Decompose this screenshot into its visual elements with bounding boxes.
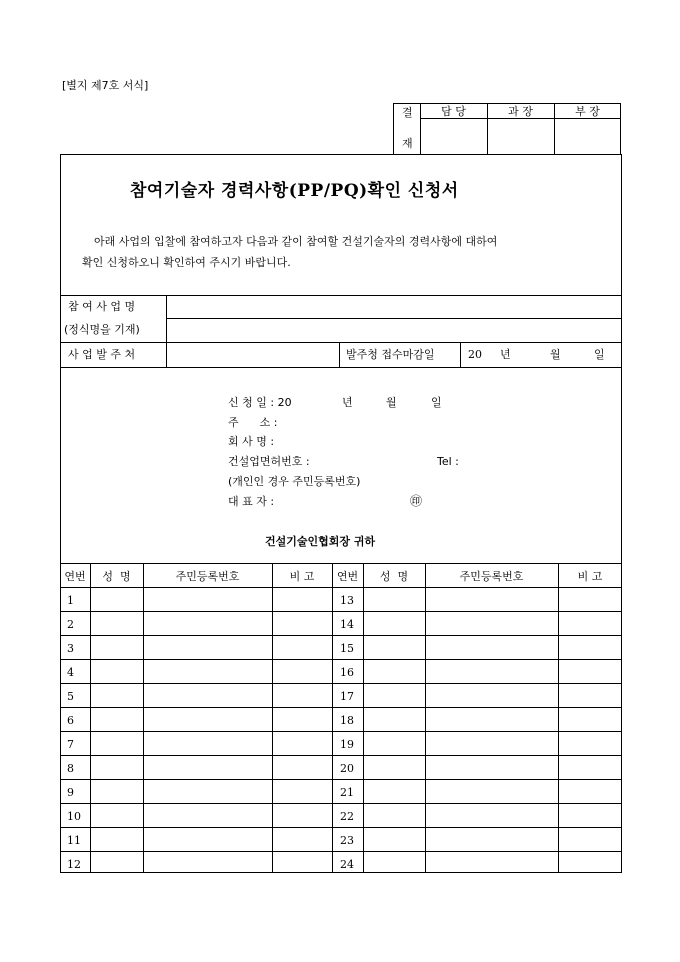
rep-label: 대 표 자 : bbox=[228, 495, 275, 508]
table-row-seq: 22 bbox=[340, 810, 354, 823]
company-label: 회 사 명 : bbox=[228, 435, 275, 448]
table-row-seq: 18 bbox=[340, 714, 354, 727]
individual-label: (개인인 경우 주민등록번호) bbox=[228, 475, 361, 488]
apply-date-month-unit: 월 bbox=[386, 396, 397, 409]
table-row-seq: 2 bbox=[67, 618, 74, 631]
project-name-field-2[interactable] bbox=[167, 319, 621, 341]
approval-header-dept-head: 부 장 bbox=[575, 105, 600, 118]
deadline-year-unit: 년 bbox=[500, 348, 511, 361]
header-seq-left: 연번 bbox=[64, 569, 86, 583]
header-rrn-left: 주민등록번호 bbox=[175, 569, 240, 583]
approval-header-section-chief: 과 장 bbox=[508, 105, 533, 118]
table-row-seq: 3 bbox=[67, 642, 74, 655]
table-row-seq: 19 bbox=[340, 738, 354, 751]
header-name-left: 성 명 bbox=[102, 569, 131, 583]
deadline-day-unit: 일 bbox=[594, 348, 605, 361]
form-code: [별지 제7호 서식] bbox=[62, 79, 149, 92]
approval-header-staff: 담 당 bbox=[441, 105, 466, 118]
table-row-seq: 15 bbox=[340, 642, 354, 655]
deadline-month-unit: 월 bbox=[550, 348, 561, 361]
header-name-right: 성 명 bbox=[379, 569, 409, 583]
license-label: 건설업면허번호 : bbox=[228, 455, 310, 468]
apply-date-year-unit: 년 bbox=[342, 396, 353, 409]
seal-icon: ㊞ bbox=[410, 494, 423, 508]
table-row-seq: 11 bbox=[67, 834, 81, 847]
apply-date-day-unit: 일 bbox=[431, 396, 442, 409]
header-seq-right: 연번 bbox=[336, 569, 359, 583]
header-rrn-right: 주민등록번호 bbox=[459, 569, 524, 583]
intro-line-2: 확인 신청하오니 확인하여 주시기 바랍니다. bbox=[82, 256, 291, 269]
header-note-left: 비 고 bbox=[289, 569, 315, 583]
table-row-seq: 10 bbox=[67, 810, 81, 823]
table-row-seq: 5 bbox=[67, 690, 74, 703]
table-row-seq: 6 bbox=[67, 714, 74, 727]
table-row-seq: 1 bbox=[67, 594, 74, 607]
address-label: 주 소 : bbox=[228, 416, 278, 429]
intro-line-1: 아래 사업의 입찰에 참여하고자 다음과 같이 참여할 건설기술자의 경력사항에 대하여 bbox=[94, 235, 498, 248]
table-row-seq: 17 bbox=[340, 690, 354, 703]
table-row-seq: 7 bbox=[67, 738, 74, 751]
form-title: 참여기술자 경력사항(PP/PQ)확인 신청서 bbox=[130, 181, 459, 201]
header-note-right: 비 고 bbox=[577, 569, 603, 583]
table-row-seq: 23 bbox=[340, 834, 354, 847]
apply-date-label: 신 청 일 : 20 bbox=[228, 396, 292, 409]
table-row-seq: 4 bbox=[67, 666, 74, 679]
recipient: 건설기술인협회장 귀하 bbox=[265, 535, 376, 548]
table-row-seq: 21 bbox=[340, 786, 354, 799]
client-field[interactable] bbox=[167, 343, 338, 366]
approval-label-bottom: 재 bbox=[402, 137, 413, 150]
deadline-label: 발주청 접수마감일 bbox=[346, 348, 435, 361]
table-row-seq: 8 bbox=[67, 762, 74, 775]
table-row-seq: 13 bbox=[340, 594, 354, 607]
table-row-seq: 12 bbox=[67, 858, 81, 871]
table-row-seq: 9 bbox=[67, 786, 74, 799]
approval-label-top: 결 bbox=[402, 106, 413, 119]
project-name-field[interactable] bbox=[167, 296, 621, 318]
table-row-seq: 16 bbox=[340, 666, 354, 679]
project-name-sub-label: (정식명을 기재) bbox=[64, 323, 140, 336]
project-name-label: 참 여 사 업 명 bbox=[68, 300, 136, 313]
deadline-year: 20 bbox=[468, 348, 482, 361]
table-row-seq: 20 bbox=[340, 762, 354, 775]
client-label: 사 업 발 주 처 bbox=[68, 348, 136, 361]
table-row-seq: 14 bbox=[340, 618, 354, 631]
table-row-seq: 24 bbox=[340, 858, 354, 871]
tel-label: Tel : bbox=[437, 455, 459, 468]
